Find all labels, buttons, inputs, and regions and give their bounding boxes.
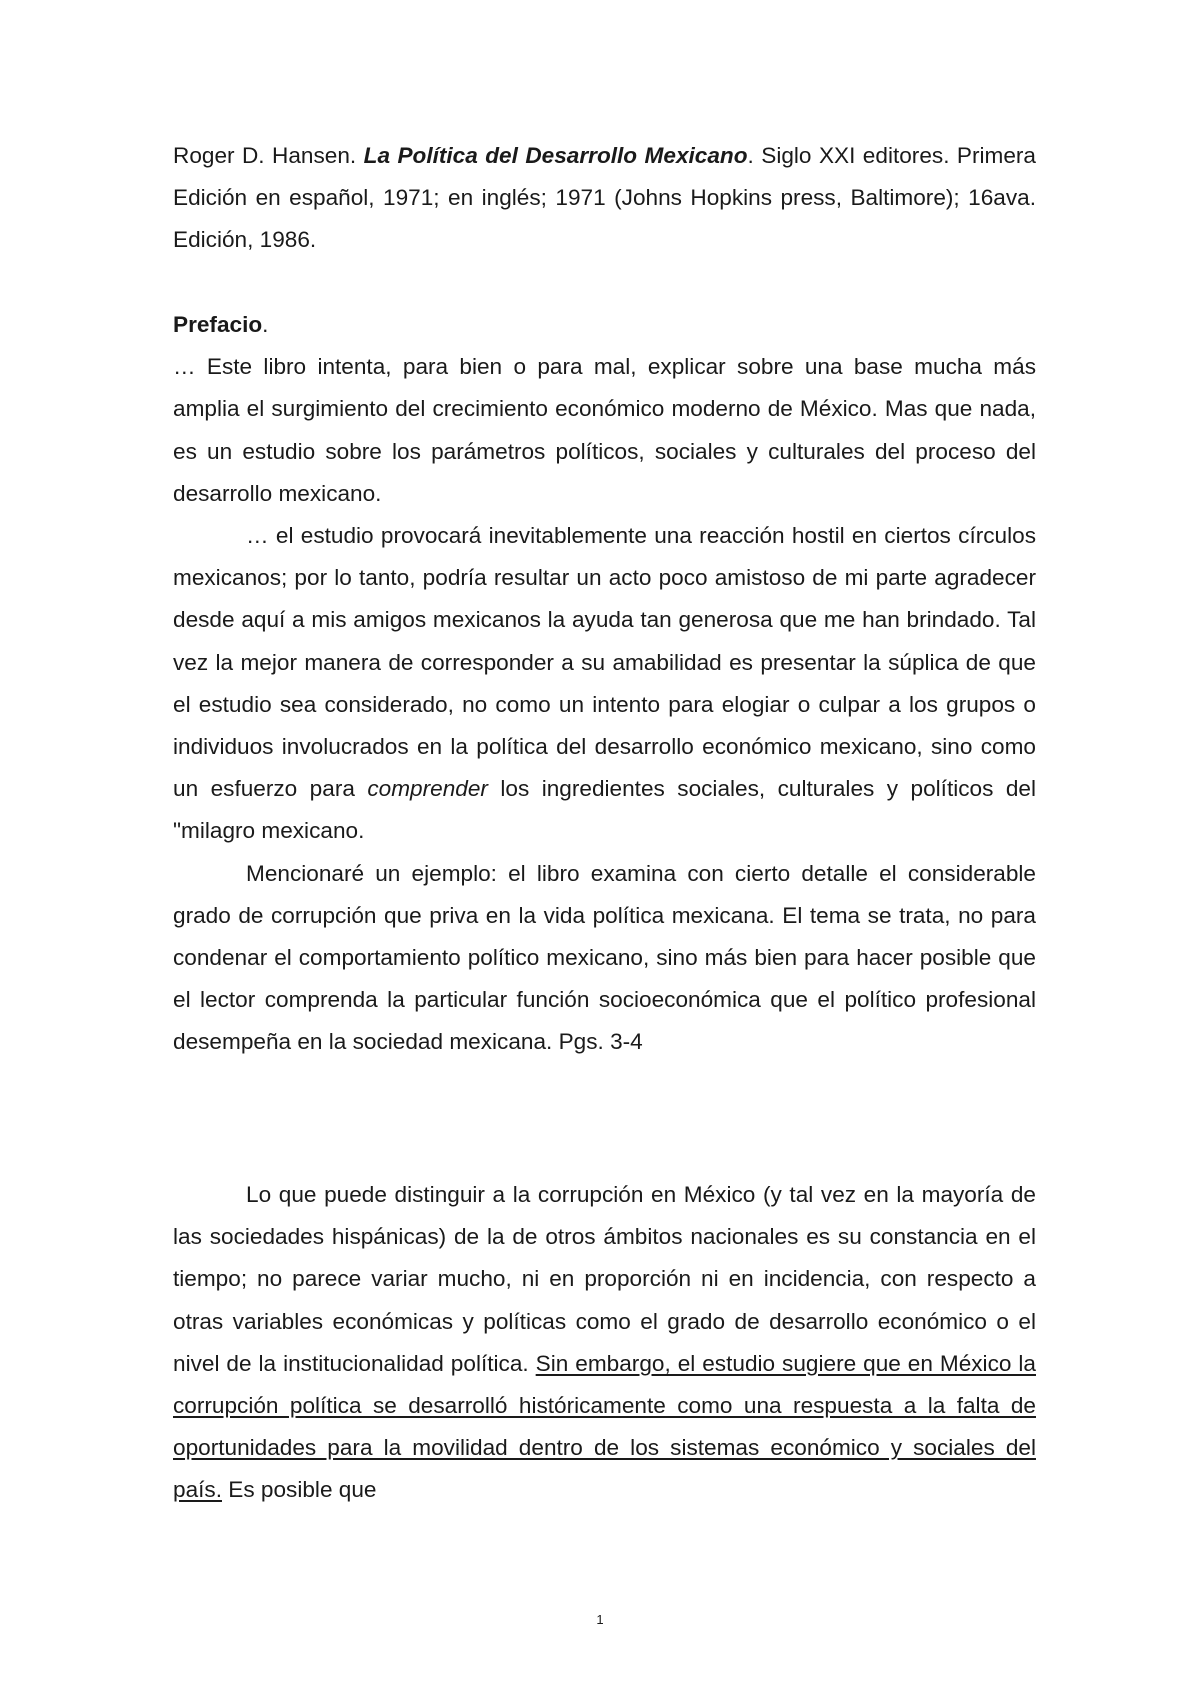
- preface-heading-dot: .: [262, 312, 269, 337]
- preface-section: [173, 304, 1036, 1064]
- citation-details: . Siglo XXI editores. Primera Edición en español, 1971; en inglés; 1971 (Johns Hopkins press, Baltimore); 16ava. Edición, 1986.: [173, 143, 1037, 253]
- citation-block: [173, 135, 1036, 262]
- book-title: La Política del Desarrollo Mexicano: [363, 143, 748, 168]
- preface-paragraph-2: [173, 515, 1036, 853]
- body-paragraph: [173, 1174, 1036, 1512]
- underlined-passage: Sin embargo, el estudio sugiere que en México la corrupción política se desarrolló históricamente como una respuesta a la falta de oportunidades para la movilidad dentro de los sistemas económico y sociales del país.: [173, 1350, 1036, 1503]
- preface-paragraph-2-start: … el estudio provocará inevitablemente una reacción hostil en ciertos círculos mexicanos; por lo tanto, podría resultar un acto poco amistoso de mi parte agradecer desde aquí a mis amigos mexicanos la ayuda tan generosa que me han brindado. Tal vez la mejor manera de corresponder a su amabilidad es presentar la súplica de que el estudio sea considerado, no como un intento para elogiar o culpar a los grupos o individuos involucrados en la política del desarrollo económico mexicano, sino como un esfuerzo para: [173, 523, 1036, 802]
- citation-paragraph: [173, 135, 1036, 262]
- citation-author: Roger D. Hansen.: [173, 143, 357, 168]
- page-number: 1: [596, 1612, 604, 1627]
- body-paragraph-start: Lo que puede distinguir a la corrupción en México (y tal vez en la mayoría de las sociedades hispánicas) de la de otros ámbitos nacionales es su constancia en el tiempo; no parece variar mucho, ni en proporción ni en incidencia, con respecto a otras variables económicas y políticas como el grado de desarrollo económico o el nivel de la institucionalidad política.: [173, 1182, 1036, 1376]
- preface-paragraph-1: … Este libro intenta, para bien o para mal, explicar sobre una base mucha más amplia el surgimiento del crecimiento económico moderno de México. Mas que nada, es un estudio sobre los parámetros políticos, sociales y culturales del proceso del desarrollo mexicano.: [173, 354, 1036, 506]
- preface-paragraph-3: Mencionaré un ejemplo: el libro examina con cierto detalle el considerable grado de corrupción que priva en la vida política mexicana. El tema se trata, no para condenar el comportamiento político mexicano, sino más bien para hacer posible que el lector comprenda la particular función socioeconómica que el político profesional desempeña en la sociedad mexicana. Pgs. 3-4: [173, 860, 1036, 1055]
- emphasized-word: comprender: [367, 776, 488, 802]
- preface-paragraph-2-end: los ingredientes sociales, culturales y políticos del "milagro mexicano.: [173, 776, 1036, 844]
- body-section: [173, 1174, 1036, 1512]
- body-paragraph-end: Es posible que: [228, 1477, 377, 1503]
- preface-heading: Prefacio: [173, 312, 263, 337]
- preface-heading-line: [173, 304, 1036, 346]
